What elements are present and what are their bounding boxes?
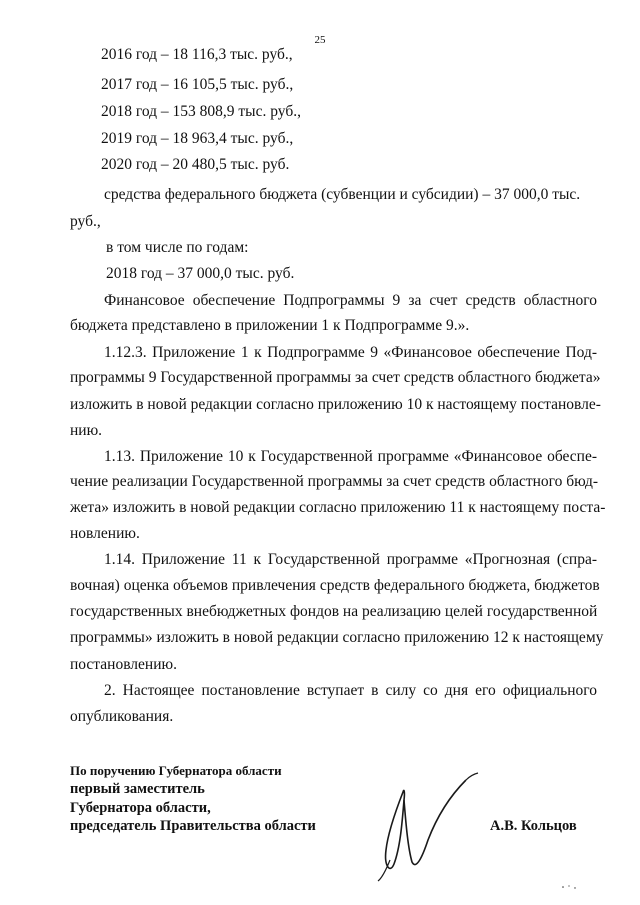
paragraph-2-last: опубликования. <box>70 708 174 725</box>
paragraph-1-14-line: 1.14. Приложение 11 к Государственной программе «Прогнозная (спра- <box>104 551 597 568</box>
paragraph-1-12-3-last: нию. <box>70 422 103 439</box>
text-line-2019: 2019 год – 18 963,4 тыс. руб., <box>101 130 294 147</box>
paragraph-financing-line: Финансовое обеспечение Подпрограммы 9 за счет средств областного <box>104 292 597 309</box>
handwritten-signature <box>368 770 488 882</box>
paragraph-1-13-line: чение реализации Государственной программы за счет средств областного бюд- <box>70 473 598 490</box>
signature-line-governor: Губернатора области, <box>70 800 211 816</box>
text-line-2017: 2017 год – 16 105,5 тыс. руб., <box>101 76 294 93</box>
paragraph-1-14-line: вочная) оценка объемов привлечения средств федерального бюджета, бюджетов <box>70 577 600 594</box>
page-number: 25 <box>314 34 326 46</box>
paragraph-1-12-3-line: 1.12.3. Приложение 1 к Подпрограмме 9 «Финансовое обеспечение Под- <box>104 344 597 361</box>
text-line-2018: 2018 год – 153 808,9 тыс. руб., <box>101 103 301 120</box>
paragraph-financing-last: бюджета представлено в приложении 1 к Подпрограмме 9.». <box>70 317 470 334</box>
text-line-fed-2018: 2018 год – 37 000,0 тыс. руб. <box>106 265 295 282</box>
text-line-2020: 2020 год – 20 480,5 тыс. руб. <box>101 156 290 173</box>
scan-mark <box>560 883 582 891</box>
text-line-federal: средства федерального бюджета (субвенции и субсидии) – 37 000,0 тыс. <box>104 186 581 203</box>
text-line-2016: 2016 год – 18 116,3 тыс. руб., <box>101 46 293 63</box>
text-line-federal-cont: руб., <box>70 213 101 230</box>
signature-line-position: первый заместитель <box>70 781 205 797</box>
paragraph-1-13-line: жета» изложить в новой редакции согласно приложению 11 к настоящему поста- <box>70 499 606 516</box>
paragraph-1-13-line: 1.13. Приложение 10 к Государственной программе «Финансовое обеспе- <box>104 448 597 465</box>
signature-line-chairman: председатель Правительства области <box>70 818 316 834</box>
text-line-by-years: в том числе по годам: <box>106 239 249 256</box>
paragraph-1-12-3-line: программы 9 Государственной программы за счет средств областного бюджета» <box>70 369 601 386</box>
paragraph-1-14-last: постановлению. <box>70 656 177 673</box>
paragraph-1-14-line: программы» изложить в новой редакции согласно приложению 12 к настоящему <box>70 629 604 646</box>
signatory-name: А.В. Кольцов <box>490 818 577 834</box>
paragraph-2-line: 2. Настоящее постановление вступает в силу со дня его официального <box>104 682 597 699</box>
signature-line-order: По поручению Губернатора области <box>70 763 282 778</box>
paragraph-1-13-last: новлению. <box>70 525 140 542</box>
paragraph-1-12-3-line: изложить в новой редакции согласно приложению 10 к настоящему постановле- <box>70 396 601 413</box>
paragraph-1-14-line: государственных внебюджетных фондов на реализацию целей государственной <box>70 603 598 620</box>
